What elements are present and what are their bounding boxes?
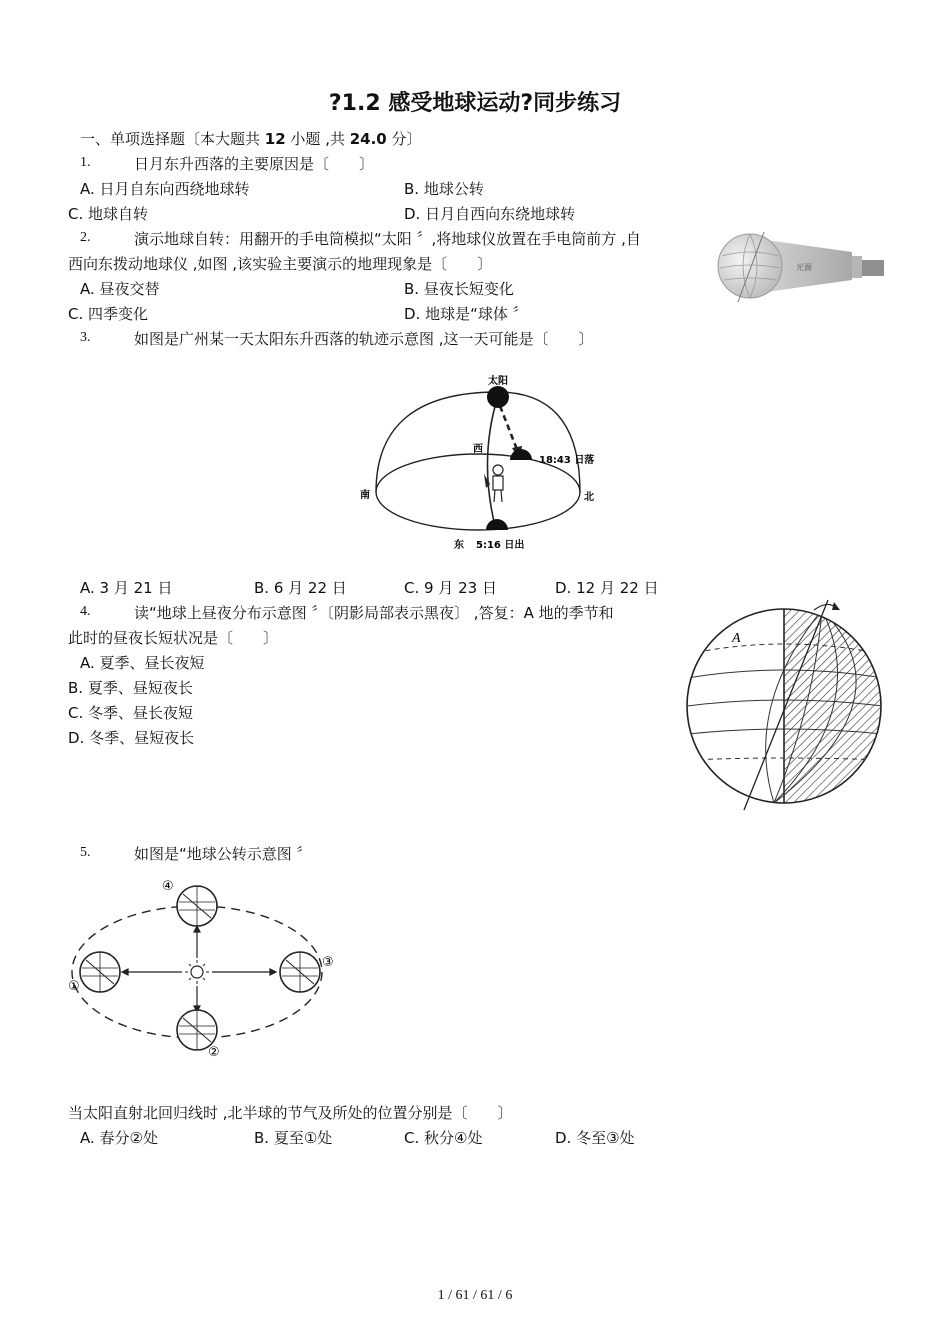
page-footer: 1 / 61 / 61 / 6 — [437, 1288, 513, 1303]
earth-position-1 — [80, 952, 120, 992]
q3-option-b: B. 6 月 22 日 — [254, 579, 347, 597]
q4-number: 4. — [80, 604, 91, 619]
q3-figure-sun-path — [350, 370, 610, 555]
section-suffix: 分〕 — [386, 130, 422, 148]
earth-position-3 — [280, 952, 320, 992]
q5-option-c: C. 秋分④处 — [404, 1129, 483, 1147]
sun-path-line — [487, 396, 498, 530]
label-a: A — [732, 631, 741, 646]
label-north: 北 — [584, 492, 594, 503]
q1-option-b: B. 地球公转 — [404, 180, 484, 198]
flashlight-head — [852, 256, 862, 278]
q3-option-a: A. 3 月 21 日 — [80, 579, 173, 597]
q2-option-a: A. 昼夜交替 — [80, 280, 160, 298]
sun-noon-marker — [487, 386, 509, 408]
q1-option-d: D. 日月自西向东绕地球转 — [404, 205, 576, 223]
q5-figure-earth-orbit — [64, 872, 354, 1062]
flashlight-body — [862, 260, 884, 276]
sunrise-marker — [486, 519, 508, 530]
label-position-2: ② — [208, 1045, 220, 1060]
label-east: 东 — [454, 540, 464, 551]
sun-path-dashed — [500, 406, 518, 452]
earth-position-4 — [177, 886, 217, 926]
q2-stem-line2: 西向东拨动地球仪 ,如图 ,该实验主要演示的地理现象是〔 〕 — [68, 255, 493, 273]
q3-option-c: C. 9 月 23 日 — [404, 579, 497, 597]
q2-option-d: D. 地球是“球体 〞 — [404, 305, 528, 323]
q2-number: 2. — [80, 230, 91, 245]
q3-stem: 如图是广州某一天太阳东升西落的轨迹示意图 ,这一天可能是〔 〕 — [134, 330, 594, 348]
label-position-1: ① — [68, 979, 80, 994]
q2-option-c: C. 四季变化 — [68, 305, 149, 323]
label-sun: 太阳 — [488, 376, 508, 387]
section-prefix: 一、单项选择题〔本大题共 — [80, 130, 265, 148]
q3-option-d: D. 12 月 22 日 — [555, 579, 659, 597]
label-position-4: ④ — [162, 879, 174, 894]
section-count: 12 — [264, 130, 286, 148]
label-sunset: 18:43 日落 — [539, 455, 595, 466]
sun-rays-arrows — [122, 926, 276, 1012]
q4-figure-day-night-globe — [684, 598, 890, 812]
q4-option-a: A. 夏季、昼长夜短 — [80, 654, 205, 672]
q5-option-a: A. 春分②处 — [80, 1129, 158, 1147]
earth-position-2 — [177, 1010, 217, 1050]
q1-stem: 日月东升西落的主要原因是〔 〕 — [134, 155, 375, 173]
label-position-3: ③ — [322, 955, 334, 970]
q2-option-b: B. 昼夜长短变化 — [404, 280, 514, 298]
q3-number: 3. — [80, 330, 91, 345]
q1-number: 1. — [80, 155, 91, 170]
page-title: ?1.2 感受地球运动?同步练习 — [328, 91, 622, 116]
globe — [718, 234, 782, 298]
q5-number: 5. — [80, 845, 91, 860]
label-sunrise: 5:16 日出 — [476, 540, 525, 551]
sunset-marker — [510, 449, 532, 460]
sun-icon — [185, 960, 209, 984]
section-middle: 小题 ,共 — [285, 130, 350, 148]
sky-dome — [376, 392, 580, 492]
q4-stem-line1: 读“地球上昼夜分布示意图 〞〔阴影局部表示黑夜〕 ,答复：A 地的季节和 — [134, 604, 614, 622]
flashlight-label: 光源 — [796, 263, 812, 272]
label-south: 南 — [360, 490, 370, 501]
q2-stem-line1: 演示地球自转：用翻开的手电筒模拟“太阳 〞,将地球仪放置在手电筒前方 ,自 — [134, 230, 641, 248]
q2-figure-globe-flashlight — [712, 226, 887, 306]
q5-stem: 如图是“地球公转示意图 〞 — [134, 845, 312, 863]
q5-question: 当太阳直射北回归线时 ,北半球的节气及所处的位置分别是〔 〕 — [68, 1104, 513, 1122]
section-heading — [80, 128, 422, 149]
q1-option-c: C. 地球自转 — [68, 205, 149, 223]
section-score: 24.0 — [349, 130, 387, 148]
q4-option-b: B. 夏季、昼短夜长 — [68, 679, 193, 697]
label-west: 西 — [473, 444, 483, 455]
q5-option-d: D. 冬至③处 — [555, 1129, 635, 1147]
q4-option-c: C. 冬季、昼长夜短 — [68, 704, 194, 722]
q1-option-a: A. 日月自东向西绕地球转 — [80, 180, 250, 198]
q4-stem-line2: 此时的昼夜长短状况是〔 〕 — [68, 629, 279, 647]
q4-option-d: D. 冬季、昼短夜长 — [68, 729, 195, 747]
q5-option-b: B. 夏至①处 — [254, 1129, 333, 1147]
